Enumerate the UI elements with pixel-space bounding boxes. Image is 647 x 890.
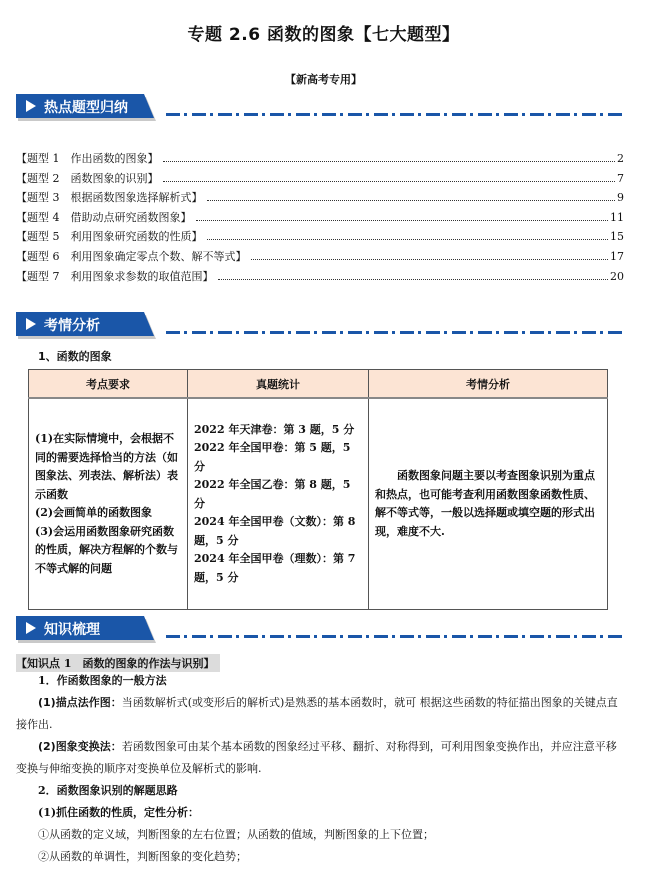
toc-leader-dots	[163, 161, 616, 162]
toc-page: 20	[610, 269, 624, 283]
toc-entry[interactable]	[16, 150, 624, 170]
exam-analysis-table	[28, 369, 608, 610]
toc-page: 11	[610, 210, 624, 224]
section-title: 热点题型归纳	[44, 100, 128, 116]
paragraph-point-plotting	[16, 692, 626, 736]
dash-dot-divider	[166, 635, 626, 638]
column-header: 真题统计	[188, 370, 369, 399]
list-item: ②从函数的单调性，判断图象的变化趋势；	[38, 850, 247, 863]
toc-entry[interactable]	[16, 209, 624, 229]
knowledge-point-title: 【知识点 1 函数的图象的作法与识别】	[16, 654, 220, 672]
analysis-heading: 1、函数的图象	[38, 350, 112, 363]
dash-dot-divider	[166, 113, 626, 116]
stat-item: 2022 年全国乙卷：第 8 题，5 分	[194, 478, 351, 510]
requirement-item: (1)在实际情境中，会根据不同的需要选择恰当的方法（如图象法、列表法、解析法）表示函数	[35, 432, 178, 501]
requirement-item: (3)会运用函数图象研究函数的性质，解决方程解的个数与不等式解的问题	[35, 524, 178, 575]
toc-page: 15	[610, 230, 624, 244]
requirement-item: (2)会画简单的函数图象	[35, 506, 153, 519]
requirements-text	[35, 430, 181, 578]
paragraph-text: 当函数解析式(或变形后的解析式)是熟悉的基本函数时，就可 根据这些函数的特征描出图象的关键点直接作出.	[16, 696, 618, 731]
toc-leader-dots	[251, 259, 609, 260]
toc-label: 【题型 2 函数图象的识别】	[16, 171, 159, 185]
section-header-hot-topics	[16, 94, 626, 122]
toc-page: 7	[617, 171, 624, 185]
table-header-row	[29, 370, 608, 399]
stat-item: 2022 年全国甲卷：第 5 题，5 分	[194, 441, 351, 473]
toc-leader-dots	[207, 239, 609, 240]
toc-label: 【题型 1 作出函数的图象】	[16, 152, 159, 165]
toc-page: 17	[610, 249, 624, 263]
toc-leader-dots	[218, 279, 609, 280]
section-header-analysis	[16, 312, 626, 340]
toc-label: 【题型 7 利用图象求参数的取值范围】	[16, 269, 214, 283]
stat-item: 2022 年天津卷：第 3 题，5 分	[194, 422, 355, 436]
term-label: (1)描点法作图：	[38, 696, 122, 709]
play-triangle-icon	[26, 622, 36, 634]
toc-leader-dots	[196, 220, 609, 221]
stat-item: 2024 年全国甲卷（理数）：第 7 题，5 分	[194, 552, 356, 584]
analysis-cell: 函数图象问题主要以考查图象识别为重点和热点，也可能考查利用函数图象函数性质、解不等式等，一般以选择题或填空题的形式出现，难度不大.	[369, 398, 608, 610]
stats-cell	[188, 398, 369, 610]
document-title: 专题 2.6 函数的图象【七大题型】	[187, 25, 460, 45]
toc-leader-dots	[163, 181, 616, 182]
toc-page: 9	[617, 191, 624, 205]
list-item: ①从函数的定义域，判断图象的左右位置；从函数的值域，判断图象的上下位置；	[38, 828, 434, 841]
table-row	[29, 398, 608, 610]
requirements-cell	[29, 398, 188, 610]
toc-entry[interactable]	[16, 268, 624, 288]
play-triangle-icon	[26, 318, 36, 330]
section-title: 知识梳理	[44, 622, 100, 638]
toc-entry[interactable]	[16, 189, 624, 209]
column-header: 考点要求	[29, 370, 188, 399]
toc-page: 2	[617, 152, 624, 165]
subheading-properties: (1)抓住函数的性质，定性分析：	[38, 806, 200, 819]
paragraph-text: 若函数图象可由某个基本函数的图象经过平移、翻折、对称得到，可利用图象变换作出，并应注意平移变换与伸缩变换的顺序对变换单位及解析式的影响.	[16, 740, 617, 775]
play-triangle-icon	[26, 100, 36, 112]
toc-entry[interactable]	[16, 248, 624, 268]
heading-general-method: 1．作函数图象的一般方法	[38, 674, 167, 687]
term-label: (2)图象变换法：	[38, 740, 122, 753]
document-subtitle: 【新高考专用】	[285, 73, 362, 86]
toc-entry[interactable]	[16, 228, 624, 248]
toc-leader-dots	[207, 200, 616, 201]
column-header: 考情分析	[369, 370, 608, 399]
paragraph-transformation	[16, 736, 626, 780]
toc-entry[interactable]	[16, 170, 624, 190]
section-header-knowledge	[16, 616, 626, 644]
dash-dot-divider	[166, 331, 626, 334]
toc-label: 【题型 6 利用图象确定零点个数、解不等式】	[16, 249, 247, 263]
toc-label: 【题型 5 利用图象研究函数的性质】	[16, 230, 203, 244]
heading-identification: 2．函数图象识别的解题思路	[38, 784, 178, 797]
table-of-contents	[16, 150, 624, 287]
stat-item: 2024 年全国甲卷（文数）：第 8 题，5 分	[194, 515, 356, 547]
section-title: 考情分析	[44, 318, 100, 334]
toc-label: 【题型 4 借助动点研究函数图象】	[16, 210, 192, 224]
toc-label: 【题型 3 根据函数图象选择解析式】	[16, 191, 203, 205]
